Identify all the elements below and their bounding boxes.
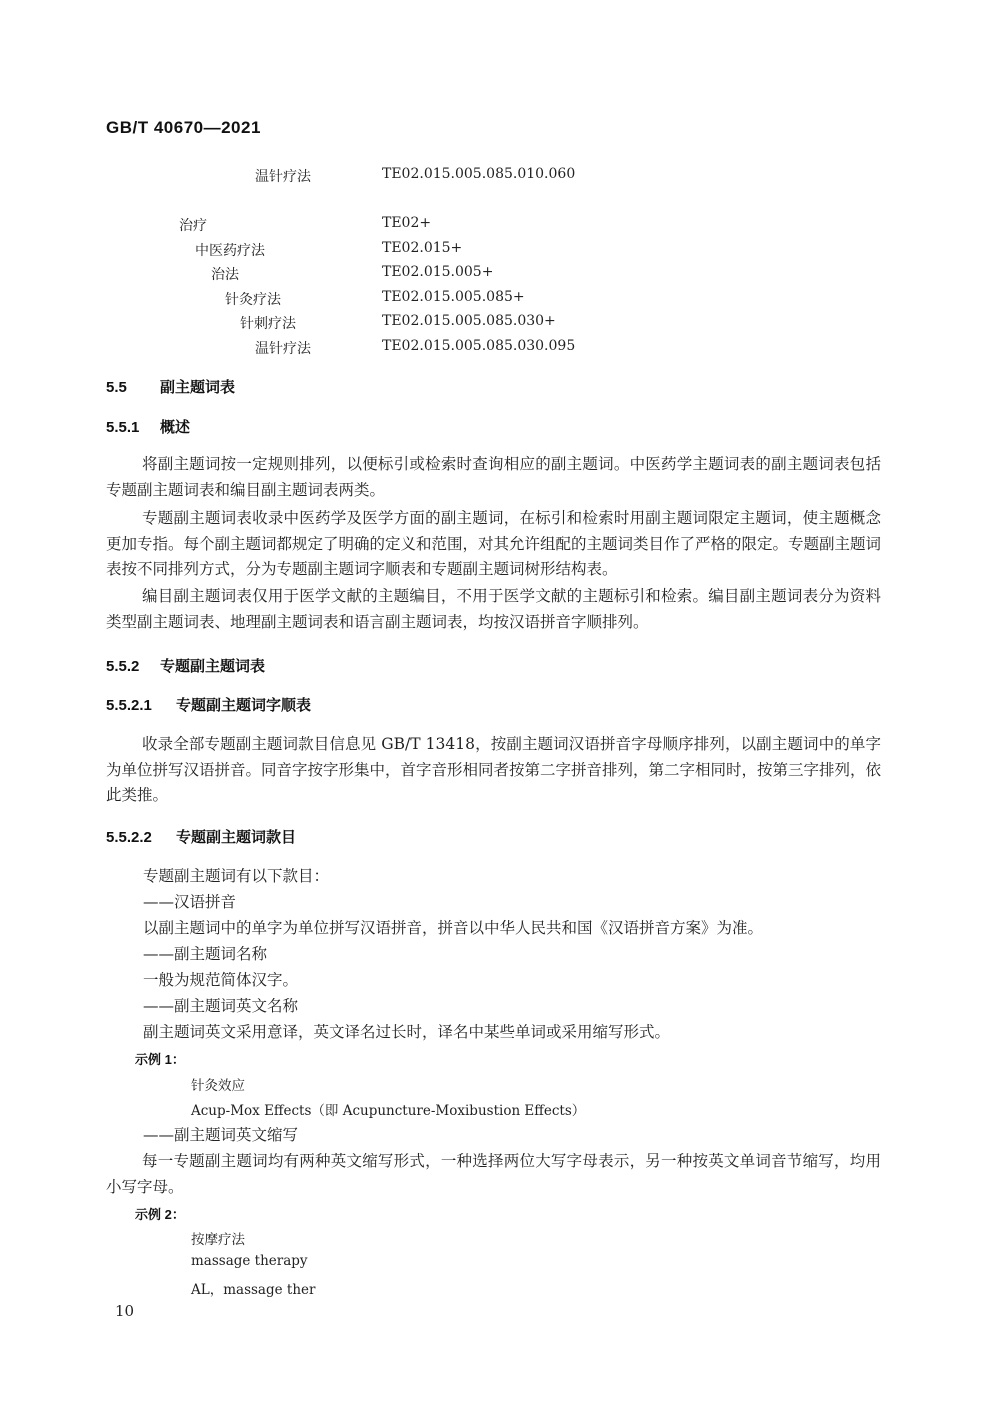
section-number: 5.5.1 [106,419,140,436]
section-title: 专题副主题词表 [160,658,266,675]
example-line: massage therapy [191,1253,308,1269]
list-item: ——副主题词名称 [143,945,268,963]
tree-item-code: TE02.015.005.085.030+ [382,313,556,329]
list-item: ——副主题词英文缩写 [143,1126,299,1144]
tree-item-name: 中医药疗法 [195,243,265,259]
tree-item-code: TE02.015+ [382,240,463,256]
list-item-description: 每一专题副主题词均有两种英文缩写形式，一种选择两位大写字母表示，另一种按英文单词音节缩写，均用小写字母。 [106,1152,881,1196]
section-heading-5-5-2-1 [106,694,311,715]
page-number: 10 [115,1302,135,1320]
example-label: 示例 1： [135,1052,185,1067]
top-entry-code: TE02.015.005.085.010.060 [382,166,576,182]
list-item-description: 一般为规范简体汉字。 [143,971,299,989]
section-number: 5.5.2 [106,658,140,675]
example-line: AL，massage ther [191,1282,316,1298]
section-heading-5-5-2-2 [106,826,296,847]
section-number: 5.5 [106,379,127,396]
tree-item-code: TE02+ [382,215,432,231]
list-item: ——副主题词英文名称 [143,997,299,1015]
tree-item-name: 治法 [211,267,239,283]
tree-item-code: TE02.015.005.085.030.095 [382,338,576,354]
section-number: 5.5.2.2 [106,829,152,846]
tree-item-name: 针刺疗法 [240,316,296,332]
section-heading-5-5-2 [106,655,265,676]
section-title: 专题副主题词款目 [176,829,297,846]
section-heading-5-5-1 [106,416,190,437]
paragraph: 收录全部专题副主题词款目信息见 GB/T 13418，按副主题词汉语拼音字母顺序排列，以副主题词中的单字为单位拼写汉语拼音。同音字按字形集中，首字音形相同者按第二字拼音排列，第二字相同时，按第三字排列，依此类推。 [106,735,882,804]
section-title: 专题副主题词字顺表 [176,697,312,714]
example-line: 针灸效应 [191,1078,245,1094]
tree-item-name: 温针疗法 [255,341,311,357]
paragraph: 将副主题词按一定规则排列，以便标引或检索时查询相应的副主题词。中医药学主题词表的副主题词表包括专题副主题词表和编目副主题词表两类。 [106,455,881,499]
tree-item-code: TE02.015.005.085+ [382,289,525,305]
paragraph: 专题副主题词表收录中医药学及医学方面的副主题词，在标引和检索时用副主题词限定主题词，使主题概念更加专指。每个副主题词都规定了明确的定义和范围，对其允许组配的主题词类目作了严格的限定。专题副主题词表按不同排列方式，分为专题副主题词字顺表和专题副主题词树形结构表。 [106,509,882,578]
document-header: GB/T 40670—2021 [106,118,261,137]
top-entry-name: 温针疗法 [255,169,311,185]
example-line: 按摩疗法 [191,1232,245,1248]
section-heading-5-5 [106,376,235,397]
section-title: 副主题词表 [160,379,236,396]
section-title: 概述 [160,419,191,436]
tree-item-name: 治疗 [179,218,207,234]
section-number: 5.5.2.1 [106,697,152,714]
list-item-description: 副主题词英文采用意译，英文译名过长时，译名中某些单词或采用缩写形式。 [143,1023,671,1041]
tree-item-name: 针灸疗法 [225,292,281,308]
list-item: ——汉语拼音 [143,893,237,911]
example-line: Acup-Mox Effects（即 Acupuncture-Moxibustion Effects） [191,1103,586,1119]
example-label: 示例 2： [135,1207,185,1222]
paragraph: 编目副主题词表仅用于医学文献的主题编目，不用于医学文献的主题标引和检索。编目副主题词表分为资料类型副主题词表、地理副主题词表和语言副主题词表，均按汉语拼音字顺排列。 [106,587,881,631]
tree-item-code: TE02.015.005+ [382,264,494,280]
list-intro: 专题副主题词有以下款目： [143,867,330,885]
list-item-description: 以副主题词中的单字为单位拼写汉语拼音，拼音以中华人民共和国《汉语拼音方案》为准。 [143,919,764,937]
